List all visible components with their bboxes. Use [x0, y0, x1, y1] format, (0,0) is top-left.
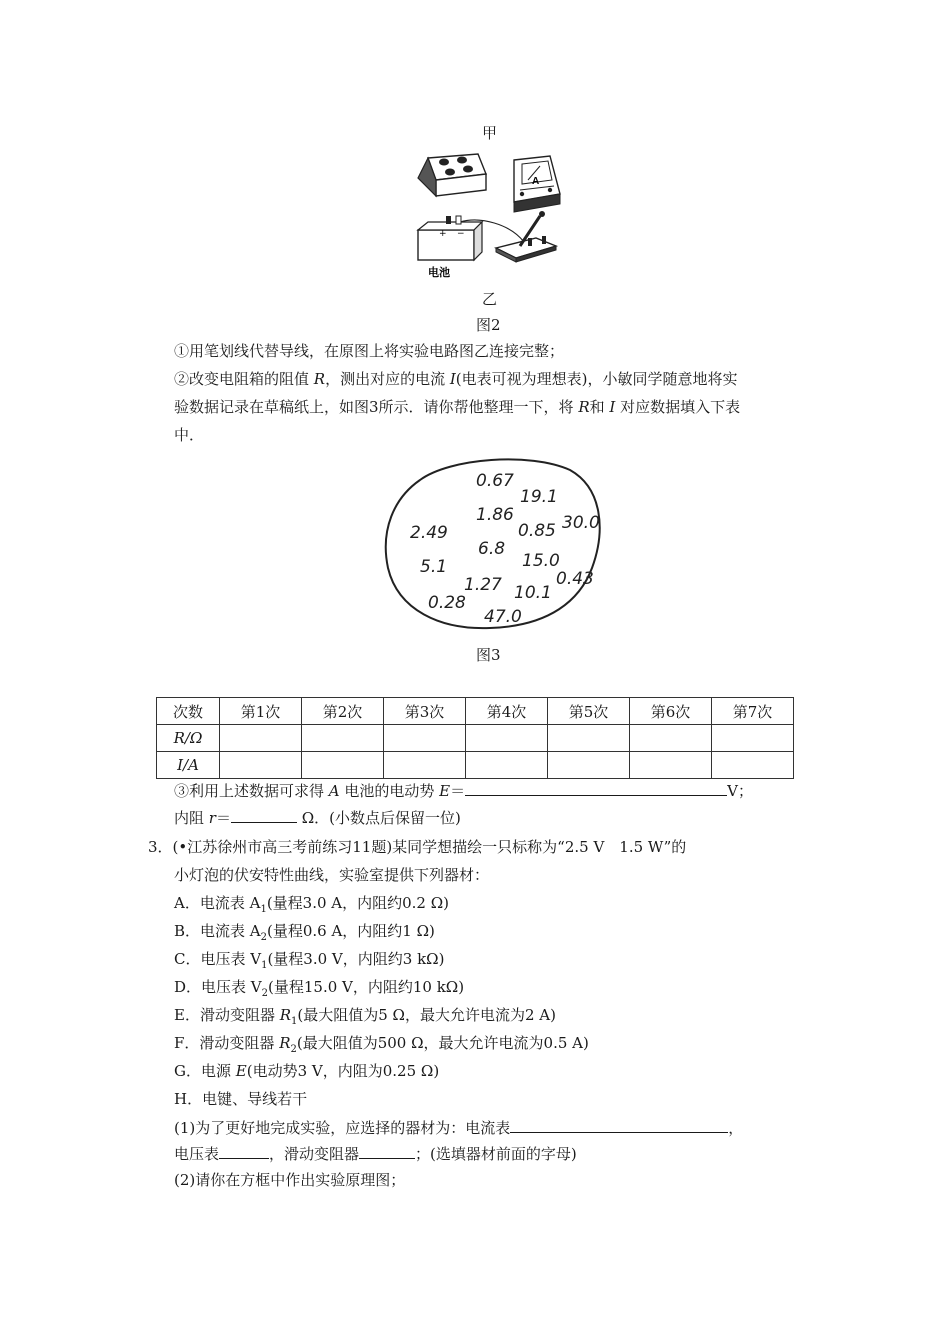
table-header-cell: 次数 [157, 698, 220, 725]
q3-option-a: A．电流表 $A_1$(量程3.0 A，内阻约0.2 Ω) [174, 894, 450, 915]
table-cell [384, 752, 466, 779]
battery-plus-label: + [439, 229, 447, 239]
figure2-caption: 图2 [476, 316, 501, 334]
table-header-cell: 第7次 [712, 698, 794, 725]
q3-intro-line2: 小灯泡的伏安特性曲线，实验室提供下列器材： [174, 866, 490, 884]
table-cell [630, 725, 712, 752]
q3-sub1-line2: 电压表 ，滑动变阻器 ；(选填器材前面的字母) [174, 1142, 577, 1165]
figure-label-yi: 乙 [482, 290, 498, 308]
battery-minus-label: − [457, 229, 465, 239]
table-cell [220, 725, 302, 752]
table-header-row [157, 698, 794, 725]
table-cell [384, 725, 466, 752]
table-row-label-i: I/A [157, 752, 220, 779]
voltmeter-choice-blank[interactable] [219, 1142, 269, 1159]
scratch-value: 30.0 [562, 513, 600, 533]
scratch-value: 19.1 [520, 487, 558, 507]
scratch-value: 10.1 [514, 583, 552, 603]
scratch-value: 1.27 [464, 575, 502, 595]
q2-step3-line2: 内阻 r＝ Ω．(小数点后保留一位) [174, 806, 461, 829]
scratch-value: 0.85 [518, 521, 556, 541]
internal-resistance-blank[interactable] [231, 806, 297, 823]
table-row-label-r: R/Ω [157, 725, 220, 752]
q2-step3-line1: ③利用上述数据可求得 A 电池的电动势 E＝ V； [174, 779, 753, 802]
ammeter-label: A [532, 176, 540, 187]
figure-label-jia: 甲 [482, 124, 498, 142]
table-header-cell: 第1次 [220, 698, 302, 725]
table-cell [220, 752, 302, 779]
q3-option-f: F．滑动变阻器 $R_2$(最大阻值为500 Ω，最大允许电流为0.5 A) [174, 1034, 589, 1055]
table-cell [466, 725, 548, 752]
table-header-cell: 第2次 [302, 698, 384, 725]
resistance-box-image [418, 154, 486, 196]
battery-image [418, 216, 482, 260]
q3-sub1-line1: (1)为了更好地完成实验，应选择的器材为：电流表 ， [174, 1116, 743, 1139]
table-cell [712, 725, 794, 752]
ammeter-choice-blank[interactable] [510, 1116, 728, 1133]
q3-option-d: D．电压表 $V_2$(量程15.0 V，内阻约10 kΩ) [174, 978, 465, 999]
table-cell [302, 752, 384, 779]
table-header-cell: 第5次 [548, 698, 630, 725]
table-row-i [157, 752, 794, 779]
scratch-value: 0.43 [556, 569, 594, 589]
q2-step2-line3: 中． [174, 426, 205, 444]
table-cell [466, 752, 548, 779]
table-header-cell: 第6次 [630, 698, 712, 725]
table-header-cell: 第4次 [466, 698, 548, 725]
table-row-r [157, 725, 794, 752]
table-cell [712, 752, 794, 779]
table-cell [630, 752, 712, 779]
data-table [156, 697, 794, 779]
q3-sub2: (2)请你在方框中作出实验原理图； [174, 1171, 406, 1189]
q2-step1: ①用笔划线代替导线，在原图上将实验电路图乙连接完整； [174, 342, 565, 360]
q3-option-b: B．电流表 $A_2$(量程0.6 A，内阻约1 Ω) [174, 922, 435, 943]
scratch-value: 1.86 [476, 505, 514, 525]
table-header-cell: 第3次 [384, 698, 466, 725]
emf-blank[interactable] [465, 779, 727, 796]
q3-option-g: G．电源 E(电动势3 V，内阻为0.25 Ω) [174, 1062, 440, 1080]
scratch-value: 5.1 [420, 557, 448, 577]
switch-image [496, 211, 556, 262]
q3-option-c: C．电压表 $V_1$(量程3.0 V，内阻约3 kΩ) [174, 950, 445, 971]
scratch-value: 6.8 [478, 539, 506, 559]
scratch-value: 15.0 [522, 551, 560, 571]
figure3-caption: 图3 [476, 646, 501, 664]
q2-step2-line2: 验数据记录在草稿纸上，如图3所示．请你帮他整理一下，将 R和 I 对应数据填入下表 [174, 398, 741, 416]
q2-step2-line1: ②改变电阻箱的阻值 R，测出对应的电流 I(电表可视为理想表)，小敏同学随意地将实 [174, 370, 738, 388]
scratch-value: 2.49 [410, 523, 448, 543]
table-cell [548, 725, 630, 752]
scratch-paper-figure [380, 450, 605, 636]
scratch-value: 47.0 [484, 607, 522, 627]
circuit-figure [410, 150, 570, 282]
table-cell [302, 725, 384, 752]
q3-intro-line1: 3．(•江苏徐州市高三考前练习11题)某同学想描绘一只标称为“2.5 V 1.5 W”的 [148, 838, 687, 856]
table-cell [548, 752, 630, 779]
rheostat-choice-blank[interactable] [359, 1142, 415, 1159]
q3-option-h: H．电键、导线若干 [174, 1090, 308, 1108]
battery-label: 电池 [428, 267, 450, 279]
scratch-value: 0.67 [476, 471, 514, 491]
q3-option-e: E．滑动变阻器 $R_1$(最大阻值为5 Ω，最大允许电流为2 A) [174, 1006, 556, 1027]
scratch-value: 0.28 [428, 593, 466, 613]
